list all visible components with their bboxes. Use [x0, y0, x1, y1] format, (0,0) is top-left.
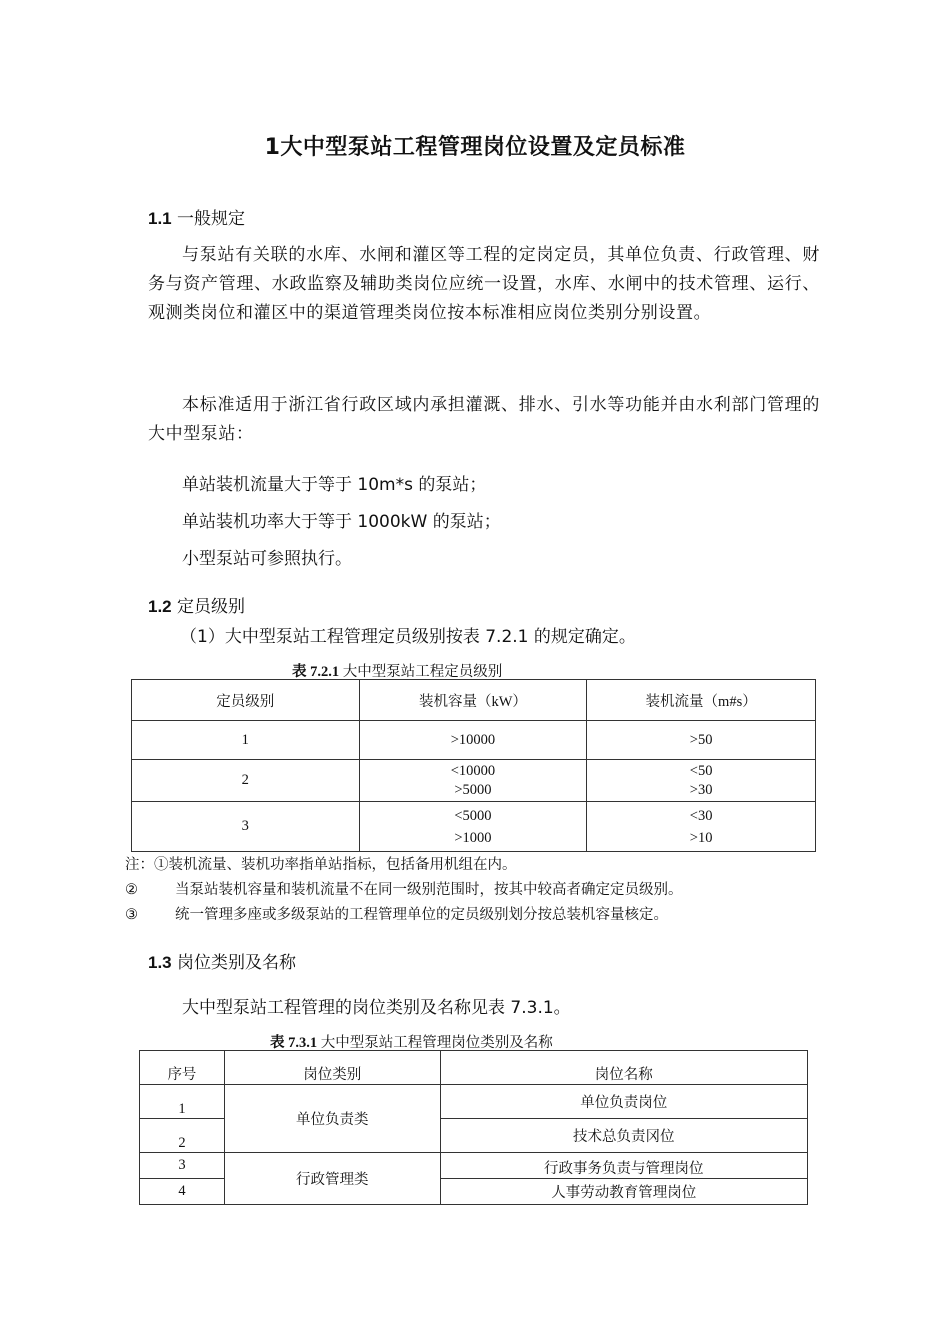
capacity-cell: >10000 [359, 721, 587, 760]
post-name-cell: 人事劳动教育管理岗位 [440, 1179, 807, 1205]
list-item: 单站装机流量大于等于 10m*s 的泵站； [182, 475, 487, 495]
column-header: 岗位名称 [440, 1051, 807, 1085]
column-header: 装机容量（kW） [359, 680, 587, 721]
section-number: 1.3 [148, 953, 172, 972]
table-row [140, 1153, 808, 1179]
paragraph: 与泵站有关联的水库、水闸和灌区等工程的定岗定员，其单位负责、行政管理、财务与资产管理、水政监察及辅助类岗位应统一设置，水库、水闸中的技术管理、运行、观测类岗位和灌区中的渠道管理类岗位按本标准相应岗位类别分别设置。 [148, 245, 820, 323]
column-header: 序号 [140, 1051, 225, 1085]
capacity-lower: >1000 [454, 829, 492, 846]
section-1-3-heading [148, 948, 296, 973]
category-cell: 单位负责类 [224, 1085, 440, 1153]
flow-cell [587, 802, 816, 852]
section-title: 定员级别 [177, 597, 246, 617]
capacity-upper: <5000 [454, 807, 492, 824]
post-name-cell: 单位负责岗位 [440, 1085, 807, 1119]
table-caption [270, 1031, 553, 1052]
post-category-table [139, 1050, 808, 1205]
table-number: 表 7.2.1 [292, 664, 340, 680]
paragraph: 本标准适用于浙江省行政区域内承担灌溉、排水、引水等功能并由水利部门管理的大中型泵站： [148, 395, 820, 444]
capacity-lower: >5000 [454, 781, 492, 798]
table-row [132, 802, 816, 852]
table-note [125, 878, 683, 899]
column-header: 岗位类别 [224, 1051, 440, 1085]
table-intro: 大中型泵站工程管理的岗位类别及名称见表 7.3.1。 [182, 998, 571, 1018]
table-row [140, 1085, 808, 1119]
table-title: 大中型泵站工程管理岗位类别及名称 [320, 1035, 553, 1051]
table-note: 注：①装机流量、装机功率指单站指标，包括备用机组在内。 [125, 857, 517, 873]
table-title: 大中型泵站工程定员级别 [342, 664, 503, 680]
row-number: 1 [140, 1085, 225, 1119]
flow-upper: <50 [689, 762, 713, 779]
section-1-1-heading [148, 204, 245, 229]
level-cell: 2 [132, 760, 360, 802]
flow-cell [587, 760, 816, 802]
capacity-cell [359, 802, 587, 852]
post-name-cell: 行政事务负责与管理岗位 [440, 1153, 807, 1179]
level-cell: 3 [132, 802, 360, 852]
table-note [125, 903, 668, 924]
row-number: 3 [140, 1153, 225, 1179]
post-name-cell: 技术总负责冈位 [440, 1119, 807, 1153]
table-header-row [132, 680, 816, 721]
row-number: 2 [140, 1119, 225, 1153]
page-title: 1大中型泵站工程管理岗位设置及定员标准 [264, 135, 686, 160]
flow-lower: >30 [689, 781, 713, 798]
section-1-2-heading [148, 592, 245, 617]
table-caption [292, 660, 502, 681]
note-marker: ② [125, 882, 138, 898]
row-number: 4 [140, 1179, 225, 1205]
section-number: 1.2 [148, 597, 172, 616]
column-header: 装机流量（m#s） [587, 680, 816, 721]
capacity-cell [359, 760, 587, 802]
table-row [132, 721, 816, 760]
flow-upper: <30 [689, 807, 713, 824]
note-text: 统一管理多座或多级泵站的工程管理单位的定员级别划分按总装机容量核定。 [175, 907, 668, 923]
table-row [132, 760, 816, 802]
table-header-row [140, 1051, 808, 1085]
section-number: 1.1 [148, 209, 172, 228]
note-marker: ③ [125, 907, 138, 923]
list-item: 小型泵站可参照执行。 [182, 549, 352, 569]
column-header: 定员级别 [132, 680, 360, 721]
section-title: 一般规定 [177, 209, 246, 229]
list-item: 单站装机功率大于等于 1000kW 的泵站； [182, 512, 501, 532]
flow-cell: >50 [587, 721, 816, 760]
table-intro: （1）大中型泵站工程管理定员级别按表 7.2.1 的规定确定。 [180, 627, 636, 647]
note-text: 当泵站装机容量和装机流量不在同一级别范围时，按其中较高者确定定员级别。 [175, 882, 683, 898]
flow-lower: >10 [689, 829, 713, 846]
capacity-upper: <10000 [450, 762, 496, 779]
staffing-level-table [131, 679, 816, 852]
table-number: 表 7.3.1 [270, 1035, 318, 1051]
section-title: 岗位类别及名称 [177, 953, 297, 973]
level-cell: 1 [132, 721, 360, 760]
category-cell: 行政管理类 [224, 1153, 440, 1205]
